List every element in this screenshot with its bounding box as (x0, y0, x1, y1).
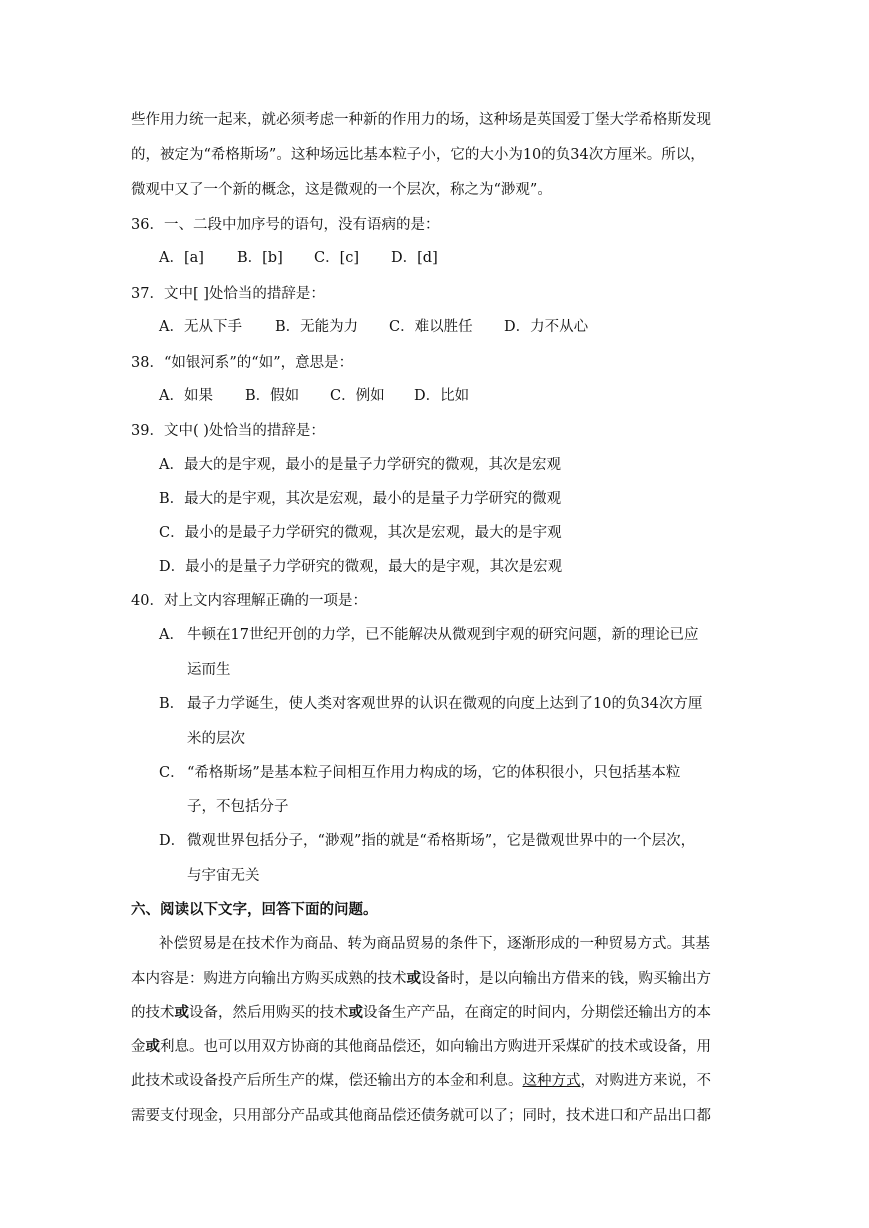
question-40-option-a-label: A． (159, 627, 184, 643)
question-40-option-d-line-1: 微观世界包括分子，“渺观”指的就是“希格斯场”，它是微观世界中的一个层次， (187, 833, 696, 849)
question-37-stem: 37．文中[ ]处恰当的措辞是： (131, 286, 325, 302)
question-36-stem: 36．一、二段中加序号的语句，没有语病的是： (131, 217, 440, 233)
text-run: 本内容是：购进方向输出方购买成熟的技术 (131, 971, 407, 987)
question-39-option-b: B．最大的是宇观，其次是宏观，最小的是量子力学研究的微观 (159, 491, 562, 507)
option-b: B．假如 (245, 388, 300, 404)
question-39-option-c: C．最小的是最子力学研究的微观，其次是宏观，最大的是宇观 (159, 525, 562, 541)
option-c: C．难以胜任 (389, 319, 473, 335)
emphasis-or: 或 (145, 1038, 160, 1055)
text-run: 此技术或设备投产后所生产的煤，偿还输出方的本金和利息。 (131, 1073, 523, 1089)
emphasis-or: 或 (348, 1004, 363, 1021)
text-run: 的技术 (131, 1005, 175, 1021)
option-d: D．[d] (391, 250, 438, 266)
section-6-paragraph-line-5 (131, 1071, 711, 1091)
underlined-phrase: 这种方式 (522, 1073, 581, 1089)
emphasis-or: 或 (174, 1004, 189, 1021)
option-c: C．[c] (314, 250, 360, 266)
text-run: ，对购进方来说，不 (580, 1073, 711, 1089)
question-40-stem: 40．对上文内容理解正确的一项是： (131, 593, 367, 609)
text-run: 设备，然后用购买的技术 (189, 1005, 349, 1021)
option-a: A．无从下手 (159, 319, 242, 335)
option-b: B．[b] (237, 250, 283, 266)
question-40-option-b-line-2: 米的层次 (187, 731, 245, 747)
question-39-stem: 39．文中( )处恰当的措辞是： (131, 423, 325, 439)
option-d: D．力不从心 (504, 319, 589, 335)
question-37-options (159, 317, 588, 337)
question-40-option-c-label: C． (159, 765, 185, 781)
question-40-option-b-line-1: 最子力学诞生，使人类对客观世界的认识在微观的向度上达到了10的负34次方厘 (187, 696, 703, 712)
section-6-heading: 六、阅读以下文字，回答下面的问题。 (131, 901, 378, 918)
question-39-option-a: A．最大的是宇观，最小的是量子力学研究的微观，其次是宏观 (159, 457, 561, 473)
question-40-option-a-line-2: 运而生 (187, 662, 231, 678)
text-run: 金 (131, 1039, 146, 1055)
option-c: C．例如 (330, 388, 385, 404)
intro-line-3: 微观中又了一个新的概念，这是微观的一个层次，称之为“渺观”。 (131, 182, 552, 198)
option-a: A．如果 (159, 388, 213, 404)
section-6-paragraph-line-3 (131, 1003, 711, 1023)
question-40-option-c-line-1: “希格斯场”是基本粒子间相互作用力构成的场，它的体积很小，只包括基本粒 (187, 765, 681, 781)
option-d: D．比如 (414, 388, 470, 404)
question-40-option-d-label: D． (159, 833, 186, 849)
question-38-options (159, 386, 469, 406)
section-6-paragraph-line-2 (131, 969, 711, 989)
section-6-paragraph-line-6: 需要支付现金，只用部分产品或其他商品偿还债务就可以了；同时，技术进口和产品出口都 (131, 1108, 711, 1124)
question-36-options (159, 248, 438, 268)
option-a: A．[a] (159, 250, 204, 266)
emphasis-or: 或 (406, 970, 421, 987)
question-40-option-c-line-2: 子，不包括分子 (187, 799, 289, 815)
question-38-stem: 38．“如银河系”的“如”，意思是： (131, 355, 354, 371)
option-b: B．无能为力 (275, 319, 359, 335)
question-40-option-d-line-2: 与宇宙无关 (187, 868, 260, 884)
text-run: 利息。也可以用双方协商的其他商品偿还，如向输出方购进开采煤矿的技术或设备，用 (160, 1039, 711, 1055)
intro-line-2: 的，被定为“希格斯场”。这种场远比基本粒子小，它的大小为10的负34次方厘米。所以， (131, 147, 705, 163)
text-run: 设备时，是以向输出方借来的钱，购买输出方 (421, 971, 711, 987)
intro-line-1: 些作用力统一起来，就必须考虑一种新的作用力的场，这种场是英国爱丁堡大学希格斯发现 (131, 112, 711, 128)
section-6-paragraph-line-1: 补偿贸易是在技术作为商品、转为商品贸易的条件下，逐渐形成的一种贸易方式。其基 (159, 936, 710, 952)
section-6-paragraph-line-4 (131, 1037, 711, 1057)
question-39-option-d: D．最小的是量子力学研究的微观，最大的是宇观，其次是宏观 (159, 559, 563, 575)
question-40-option-a-line-1: 牛顿在17世纪开创的力学，已不能解决从微观到宇观的研究问题，新的理论已应 (187, 627, 699, 643)
text-run: 设备生产产品，在商定的时间内，分期偿还输出方的本 (363, 1005, 711, 1021)
question-40-option-b-label: B． (159, 696, 185, 712)
